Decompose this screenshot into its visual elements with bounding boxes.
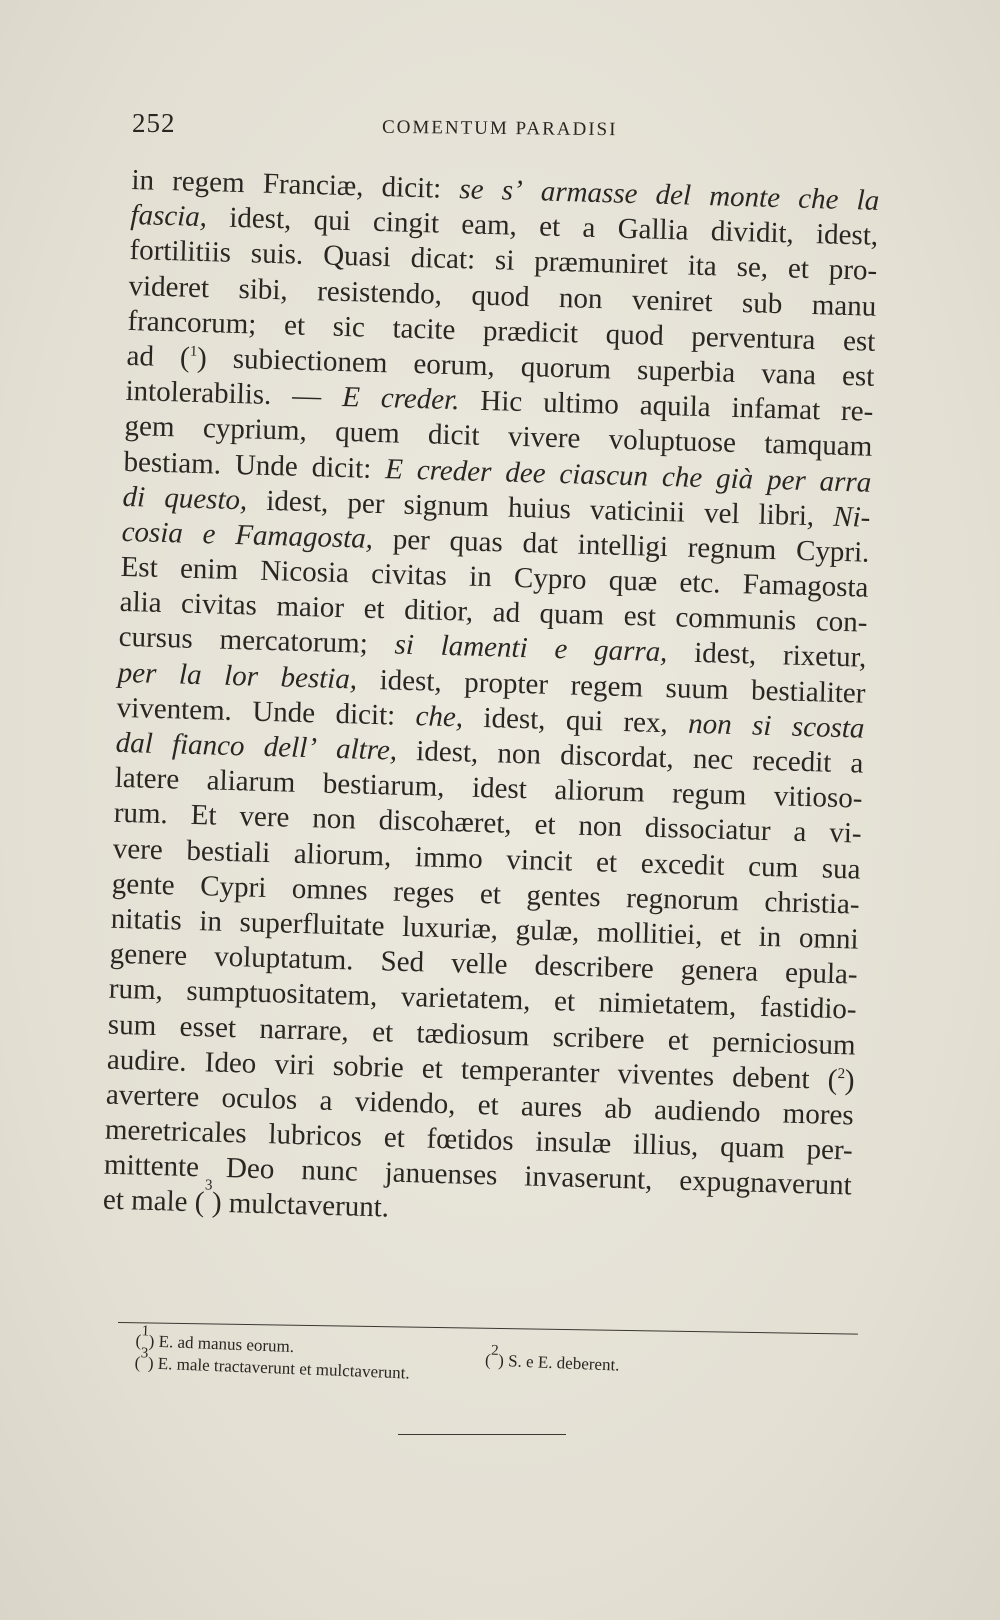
word: et: [667, 1023, 690, 1057]
word: omnes: [291, 872, 369, 907]
word: già: [715, 461, 754, 495]
word: quam: [719, 1130, 786, 1165]
word: lor: [223, 659, 259, 693]
footnotes: [134, 1323, 695, 1395]
word: Famagosta,: [234, 518, 374, 555]
word: discordat,: [559, 739, 675, 775]
word: che: [661, 460, 703, 494]
word: est: [623, 600, 657, 634]
word: debent: [731, 1060, 811, 1095]
word: sumptuositatem,: [186, 975, 378, 1013]
word: aliarum: [206, 764, 296, 799]
word: tædiosum: [416, 1016, 530, 1052]
word: si: [494, 244, 515, 278]
word: est: [841, 359, 875, 393]
word: sibi,: [238, 272, 289, 306]
word: di: [122, 480, 146, 514]
word: se: [458, 173, 485, 206]
word: intelligi: [577, 528, 669, 563]
word: Est: [120, 550, 159, 584]
word: veniret: [631, 283, 713, 318]
footnote-3: ($^3$) E. male tractaverunt et mulctaverunt.: [134, 1345, 411, 1383]
word: dee: [504, 456, 547, 490]
end-rule: [398, 1434, 566, 1435]
word: —: [291, 379, 322, 413]
text-line-last: et male ( 3 ) mulctaverunt.: [102, 1177, 390, 1225]
word: idest,: [483, 701, 547, 736]
word: Gallia: [617, 212, 689, 247]
word: idest,: [415, 735, 479, 769]
word: E: [384, 452, 404, 486]
word: in: [198, 905, 223, 938]
word: quod: [605, 318, 665, 352]
word: per: [117, 656, 157, 690]
word: vivere: [507, 420, 581, 455]
word: del: [655, 178, 692, 212]
word: prædicit: [482, 314, 579, 350]
word: scribere: [552, 1020, 645, 1056]
word: latere: [114, 761, 180, 796]
word: per: [347, 486, 385, 520]
word: garra,: [593, 634, 668, 669]
word: fortilitiis: [129, 234, 232, 270]
word: vaticinii: [589, 493, 686, 529]
word: Ideo: [204, 1046, 257, 1080]
word: viventem.: [116, 691, 233, 727]
word: vel: [703, 496, 740, 530]
word: Quasi: [322, 239, 392, 274]
word: vitioso-: [773, 780, 863, 815]
word: civitas: [180, 587, 258, 622]
word: genere: [109, 937, 188, 972]
word: immo: [414, 840, 484, 875]
word: viventes: [617, 1057, 715, 1093]
word: aliorum,: [293, 837, 392, 873]
word: vincit: [505, 843, 573, 878]
word: Hic: [479, 384, 523, 419]
word: quem: [334, 416, 401, 450]
word: temperanter: [460, 1053, 600, 1090]
word: per: [766, 463, 807, 497]
word: maior: [276, 590, 345, 625]
word: Ni-: [832, 500, 871, 534]
word: superbia: [636, 354, 736, 389]
word: sum: [107, 1008, 157, 1042]
footnote-1: ($^1$) E. ad manus eorum.: [135, 1323, 295, 1357]
word: idest,: [228, 201, 292, 236]
word: nunc: [300, 1154, 359, 1188]
word: qui: [565, 704, 604, 738]
word: se,: [736, 251, 769, 285]
word: christia-: [764, 885, 860, 921]
word: cyprium,: [202, 412, 308, 448]
word: velle: [450, 947, 508, 981]
word: fastidio-: [759, 991, 858, 1026]
running-head: COMENTUM PARADISI: [381, 116, 618, 141]
word: gentes: [526, 879, 602, 914]
word: nitatis: [110, 902, 183, 937]
word: ad: [492, 596, 521, 630]
word: Unde: [234, 448, 299, 483]
word: illius,: [632, 1128, 699, 1163]
word: fascia,: [130, 199, 208, 234]
word: expugnaverunt: [678, 1164, 853, 1202]
word: recedit: [752, 744, 832, 779]
word: audire.: [106, 1043, 188, 1078]
word: cursus: [118, 621, 194, 656]
word: discohæret,: [378, 804, 513, 841]
word: dicit:: [335, 697, 396, 732]
word: præmuniret: [533, 245, 669, 282]
word: dicat:: [410, 242, 476, 276]
word: ad: [126, 339, 155, 373]
word: la: [856, 184, 880, 217]
word: et: [538, 210, 561, 244]
word: vana: [760, 357, 817, 392]
word: manu: [811, 288, 877, 323]
word: idest,: [265, 484, 329, 519]
word: quam: [539, 597, 605, 632]
word: infamat: [731, 391, 821, 427]
word: suum: [665, 671, 729, 706]
word: perniciosum: [711, 1025, 857, 1062]
footnote-2: ($^2$) S. e E. deberent.: [484, 1342, 620, 1375]
word: genera: [680, 953, 759, 988]
word: la: [178, 658, 203, 691]
word: che,: [415, 699, 464, 734]
word: ab: [604, 1092, 633, 1126]
word: nimietatem,: [598, 986, 737, 1023]
word: dicit: [427, 418, 481, 453]
word: sobrie: [332, 1049, 405, 1084]
word: mores: [782, 1097, 855, 1132]
word: vi-: [828, 817, 862, 850]
word: ($^1$): [179, 341, 208, 375]
word: a: [319, 1084, 333, 1117]
word: rex,: [623, 705, 669, 739]
word: varietatem,: [400, 981, 531, 1017]
word: insulæ: [535, 1125, 612, 1160]
word: gulæ,: [515, 913, 580, 948]
word: s’: [501, 174, 524, 207]
word: luxuriæ,: [401, 910, 499, 946]
word: idest,: [379, 663, 443, 698]
word: suis.: [250, 237, 304, 272]
word: scosta: [791, 710, 865, 745]
word: Et: [190, 799, 217, 832]
word: per-: [806, 1133, 854, 1167]
word: et: [371, 1015, 394, 1049]
word: oculos: [221, 1081, 298, 1116]
word: civitas: [370, 557, 448, 593]
word: lamenti: [440, 630, 529, 665]
word: a: [793, 816, 807, 849]
word: dat: [522, 526, 559, 560]
word: E: [341, 381, 361, 414]
word: libri,: [758, 498, 815, 532]
word: non: [497, 737, 542, 771]
word: rum,: [108, 972, 164, 1007]
word: propter: [463, 666, 549, 701]
word: sub: [741, 286, 783, 320]
word: aliorum: [554, 774, 646, 809]
page-number: 252: [132, 108, 176, 138]
word: et: [787, 252, 810, 286]
word: excedit: [640, 847, 725, 882]
word: mollitiei,: [596, 916, 703, 952]
word: subiectionem: [232, 342, 388, 380]
word: Nicosia: [259, 554, 350, 590]
word: vere: [112, 832, 164, 866]
word: a: [850, 747, 864, 780]
word: ultimo: [542, 386, 620, 421]
word: invaserunt,: [523, 1160, 653, 1197]
word: omni: [798, 921, 860, 956]
word: aures: [520, 1090, 583, 1124]
word: huius: [507, 491, 572, 526]
word: communis: [675, 601, 797, 637]
word: quod: [471, 279, 530, 313]
word: questo,: [163, 481, 248, 517]
word: fœtidos: [426, 1122, 515, 1158]
word: con-: [815, 605, 868, 639]
word: et: [719, 919, 742, 953]
word: e: [202, 517, 217, 551]
word: bestialiter: [750, 674, 866, 710]
word: monte: [708, 180, 781, 215]
word: sua: [821, 852, 862, 886]
word: altre,: [335, 732, 398, 767]
word: Cypri: [199, 869, 267, 904]
word: voluptatum.: [213, 940, 354, 977]
word: tamquam: [763, 428, 873, 464]
word: Franciæ,: [262, 167, 364, 203]
word: qui: [313, 204, 352, 238]
word: gem: [124, 410, 176, 444]
word: regnum: [687, 531, 777, 567]
word: dividit,: [710, 215, 795, 250]
word: narrare,: [259, 1012, 350, 1047]
word: sic: [332, 310, 366, 344]
word: a: [582, 211, 596, 245]
word: epula-: [784, 956, 859, 991]
word: et: [553, 985, 576, 1019]
word: bestiam.: [123, 445, 222, 481]
word: et: [534, 808, 556, 842]
word: audiendo: [653, 1093, 761, 1129]
word: rum.: [113, 797, 169, 831]
word: aquila: [639, 389, 712, 424]
word: creder: [416, 453, 492, 488]
word: Deo: [225, 1152, 275, 1186]
word: resistendo,: [316, 274, 443, 311]
word: in: [468, 560, 493, 594]
word: alia: [119, 586, 163, 620]
word: dissociatur: [644, 811, 771, 848]
word: si: [394, 628, 415, 662]
word: ciascun: [559, 457, 649, 493]
word: idest,: [815, 218, 879, 253]
word: superfluitate: [239, 906, 385, 943]
word: armasse: [540, 175, 638, 211]
word: regnorum: [625, 881, 740, 917]
word: et: [477, 1088, 500, 1122]
word: si: [751, 709, 772, 742]
word: cingit: [372, 205, 440, 240]
word: Famagosta: [742, 568, 869, 604]
word: per: [392, 523, 431, 557]
word: non: [578, 810, 623, 844]
word: videret: [128, 269, 210, 304]
word: pro-: [828, 253, 878, 288]
word: et: [383, 1121, 406, 1155]
word: videndo,: [354, 1085, 456, 1121]
word: intolerabilis.: [125, 375, 272, 412]
word: dal: [115, 726, 154, 760]
word: lubricos: [268, 1118, 363, 1153]
word: describere: [534, 949, 655, 986]
word: Unde: [251, 695, 316, 730]
word: gente: [111, 867, 176, 902]
word: et: [283, 309, 306, 342]
word: Cypri.: [795, 534, 870, 569]
page-header: [132, 108, 872, 148]
word: in: [758, 920, 782, 954]
word: in: [131, 163, 155, 197]
word: eam,: [460, 208, 518, 242]
word: signum: [403, 488, 490, 523]
word: non: [311, 802, 357, 836]
word: esset: [179, 1010, 237, 1044]
word: rixetur,: [782, 639, 867, 675]
word: quorum: [520, 350, 612, 386]
word: dell’: [263, 730, 318, 765]
word: Sed: [380, 945, 425, 979]
word: bestiali: [186, 834, 271, 869]
word: Cypro: [513, 561, 587, 596]
word: re-: [840, 395, 874, 428]
word: ita: [687, 249, 718, 283]
word: mercatorum;: [219, 624, 369, 661]
word: meretricales: [104, 1113, 248, 1150]
word: e: [554, 633, 568, 666]
word: dicit:: [311, 450, 372, 485]
word: ditior,: [403, 594, 474, 628]
word: idest,: [693, 637, 757, 672]
word: dicit:: [381, 170, 442, 205]
word: regum: [671, 777, 747, 812]
word: avertere: [105, 1078, 200, 1114]
word: regem: [570, 669, 644, 704]
word: francorum;: [127, 304, 257, 341]
word: viri: [274, 1048, 316, 1082]
word: januenses: [384, 1156, 498, 1192]
word: bestiarum,: [322, 767, 445, 804]
word: bestia,: [280, 660, 358, 696]
word: creder.: [380, 382, 460, 417]
word: mittente: [103, 1148, 200, 1184]
word: est: [842, 324, 876, 358]
word: etc.: [679, 566, 721, 600]
word: cum: [747, 850, 799, 884]
word: voluptuose: [608, 423, 737, 460]
word: fianco: [171, 728, 245, 763]
word: perventura: [690, 320, 816, 356]
word: et: [363, 592, 386, 626]
word: et: [421, 1052, 444, 1085]
word: et: [595, 845, 618, 879]
word: regem: [171, 165, 246, 200]
word: vere: [239, 800, 290, 835]
word: quas: [449, 524, 504, 559]
word: enim: [179, 552, 239, 587]
word: tacite: [392, 312, 456, 346]
word: quæ: [608, 564, 658, 598]
word: reges: [392, 875, 455, 910]
word: et: [479, 877, 502, 911]
word: ($^2$): [827, 1063, 856, 1097]
main-text: [103, 163, 880, 1239]
word: non: [558, 281, 603, 315]
word: cosia: [121, 515, 184, 550]
word: eorum,: [413, 347, 496, 383]
word: che: [797, 182, 839, 216]
word: idest: [471, 771, 528, 806]
word: nec: [692, 742, 734, 777]
word: non: [687, 707, 733, 741]
word: arra: [819, 464, 872, 499]
